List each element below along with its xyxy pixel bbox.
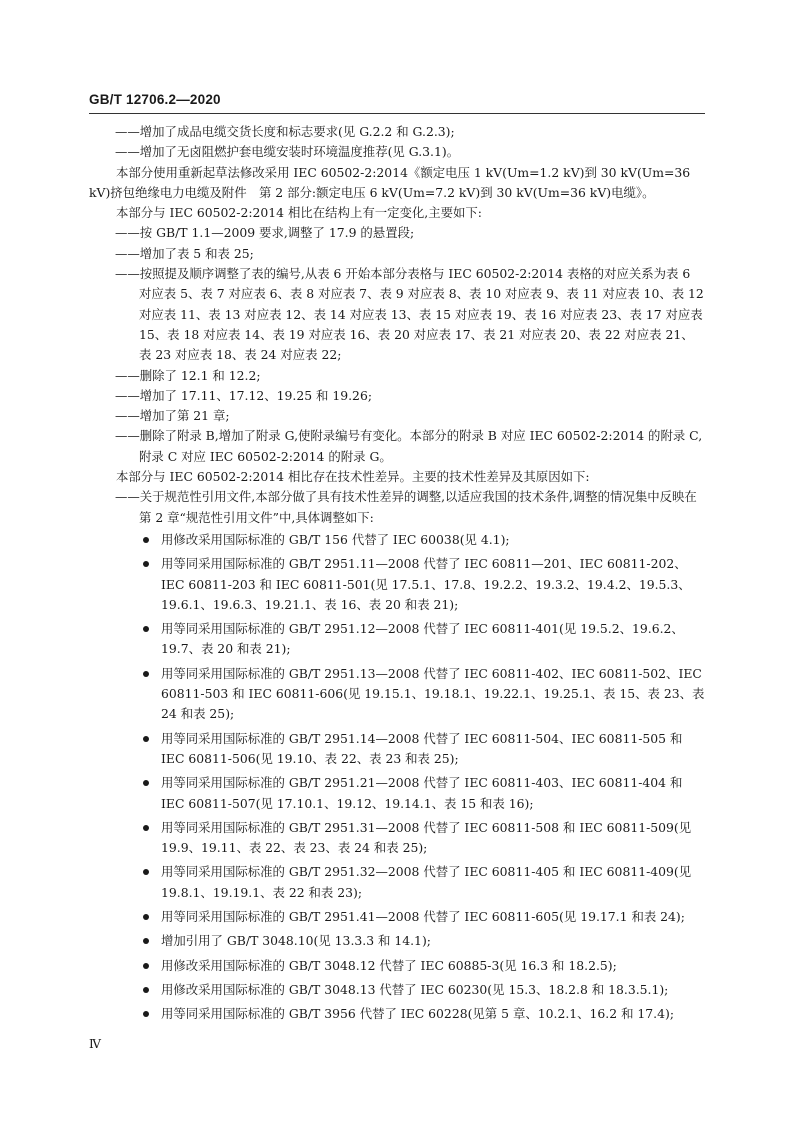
list-item-text: 用等同采用国际标准的 GB/T 2951.32—2008 代替了 IEC 60811-405 和 IEC 60811-409(见 19.8.1、19.19.1、表 22 和表 23);	[161, 864, 692, 900]
list-item-text: 用等同采用国际标准的 GB/T 3956 代替了 IEC 60228(见第 5 章、10.2.1、16.2 和 17.4);	[161, 1006, 674, 1022]
paragraph: 本部分与 IEC 60502-2:2014 相比存在技术性差异。主要的技术性差异及其原因如下:	[116, 469, 590, 485]
bullet-icon	[143, 561, 149, 567]
list-item	[89, 664, 706, 725]
list-item-text: 用等同采用国际标准的 GB/T 2951.12—2008 代替了 IEC 60811-401(见 19.5.2、19.6.2、19.7、表 20 和表 21);	[161, 621, 684, 657]
paragraph: ——关于规范性引用文件,本部分做了具有技术性差异的调整,以适应我国的技术条件,调整的情况集中反映在第 2 章“规范性引用文件”中,具体调整如下:	[115, 489, 697, 525]
header-rule	[89, 113, 705, 114]
list-item	[89, 773, 706, 814]
list-item	[89, 554, 706, 615]
paragraph: 本部分与 IEC 60502-2:2014 相比在结构上有一定变化,主要如下:	[116, 205, 482, 221]
list-item-text: 用等同采用国际标准的 GB/T 2951.21—2008 代替了 IEC 60811-403、IEC 60811-404 和 IEC 60811-507(见 17.10.1、19.12、19.14.1、表 15 和表 16);	[161, 775, 683, 811]
bullet-icon	[143, 825, 149, 831]
list-item	[89, 1004, 706, 1024]
paragraph: ——按照提及顺序调整了表的编号,从表 6 开始本部分表格与 IEC 60502-2:2014 表格的对应关系为表 6 对应表 5、表 7 对应表 6、表 8 对应表 7、表 9 对应表 8、表 10 对应表 9、表 11 对应表 10、表 12 对应表 11、表 13 对应表 12、表 14 对应表 13、表 15 对应表 19、表 16 对应表 23、表 17 对应表 15、表 18 对应表 14、表 19 对应表 16、表 20 对应表 17、表 21 对应表 20、表 22 对应表 21、表 23 对应表 18、表 24 对应表 22;	[115, 266, 704, 363]
list-item-text: 用等同采用国际标准的 GB/T 2951.41—2008 代替了 IEC 60811-605(见 19.17.1 和表 24);	[161, 908, 685, 924]
paragraph: ——删除了 12.1 和 12.2;	[115, 367, 261, 383]
bullet-icon	[143, 869, 149, 875]
paragraph: ——增加了 17.11、17.12、19.25 和 19.26;	[115, 387, 373, 403]
bullet-icon	[143, 1011, 149, 1017]
list-item-text: 用修改采用国际标准的 GB/T 3048.13 代替了 IEC 60230(见 15.3、18.2.8 和 18.3.5.1);	[161, 981, 669, 997]
list-item	[89, 729, 706, 770]
bullet-icon	[143, 938, 149, 944]
paragraph: ——增加了无卤阻燃护套电缆安装时环境温度推荐(见 G.3.1)。	[115, 144, 460, 160]
bullet-list	[89, 530, 706, 1025]
document-header: GB/T 12706.2—2020	[89, 92, 221, 107]
list-item	[89, 818, 706, 859]
bullet-icon	[143, 736, 149, 742]
bullet-icon	[143, 914, 149, 920]
list-item-text: 用等同采用国际标准的 GB/T 2951.13—2008 代替了 IEC 60811-402、IEC 60811-502、IEC 60811-503 和 IEC 60811-606(见 19.15.1、19.18.1、19.22.1、19.25.1、表 15、表 23、表 24 和表 25);	[161, 665, 705, 722]
paragraph: ——删除了附录 B,增加了附录 G,使附录编号有变化。本部分的附录 B 对应 IEC 60502-2:2014 的附录 C,附录 C 对应 IEC 60502-2:2014 的附录 G。	[115, 428, 703, 464]
bullet-icon	[143, 626, 149, 632]
list-item	[89, 980, 706, 1000]
list-item-text: 用等同采用国际标准的 GB/T 2951.14—2008 代替了 IEC 60811-504、IEC 60811-505 和 IEC 60811-506(见 19.10、表 22、表 23 和表 25);	[161, 730, 683, 766]
paragraph: ——按 GB/T 1.1—2009 要求,调整了 17.9 的悬置段;	[115, 225, 415, 241]
paragraph: ——增加了成品电缆交货长度和标志要求(见 G.2.2 和 G.2.3);	[115, 124, 455, 139]
paragraph: 本部分使用重新起草法修改采用 IEC 60502-2:2014《额定电压 1 kV(Um=1.2 kV)到 30 kV(Um=36 kV)挤包绝缘电力电缆及附件 第 2 部分:额定电压 6 kV(Um=7.2 kV)到 30 kV(Um=36 kV)电缆》。	[89, 164, 691, 200]
list-item	[89, 619, 706, 660]
list-item	[89, 862, 706, 903]
bullet-icon	[143, 780, 149, 786]
paragraph: ——增加了表 5 和表 25;	[115, 245, 254, 261]
list-item-text: 用等同采用国际标准的 GB/T 2951.11—2008 代替了 IEC 60811—201、IEC 60811-202、IEC 60811-203 和 IEC 60811-501(见 17.5.1、17.8、19.2.2、19.3.2、19.4.2、19.5.3、19.6.1、19.6.3、19.21.1、表 16、表 20 和表 21);	[161, 556, 691, 612]
list-item	[89, 931, 706, 951]
page-number: Ⅳ	[89, 1037, 101, 1051]
list-item	[89, 530, 706, 550]
list-item-text: 增加引用了 GB/T 3048.10(见 13.3.3 和 14.1);	[161, 933, 431, 949]
list-item	[89, 907, 706, 927]
list-item-text: 用修改采用国际标准的 GB/T 3048.12 代替了 IEC 60885-3(见 16.3 和 18.2.5);	[161, 957, 617, 973]
bullet-icon	[143, 963, 149, 969]
list-item-text: 用修改采用国际标准的 GB/T 156 代替了 IEC 60038(见 4.1);	[161, 531, 510, 547]
list-item	[89, 956, 706, 976]
list-item-text: 用等同采用国际标准的 GB/T 2951.31—2008 代替了 IEC 60811-508 和 IEC 60811-509(见 19.9、19.11、表 22、表 23、表 24 和表 25);	[161, 819, 692, 856]
document-body	[89, 122, 706, 1028]
bullet-icon	[143, 671, 149, 677]
bullet-icon	[143, 537, 149, 543]
paragraph: ——增加了第 21 章;	[115, 408, 230, 424]
bullet-icon	[143, 987, 149, 993]
